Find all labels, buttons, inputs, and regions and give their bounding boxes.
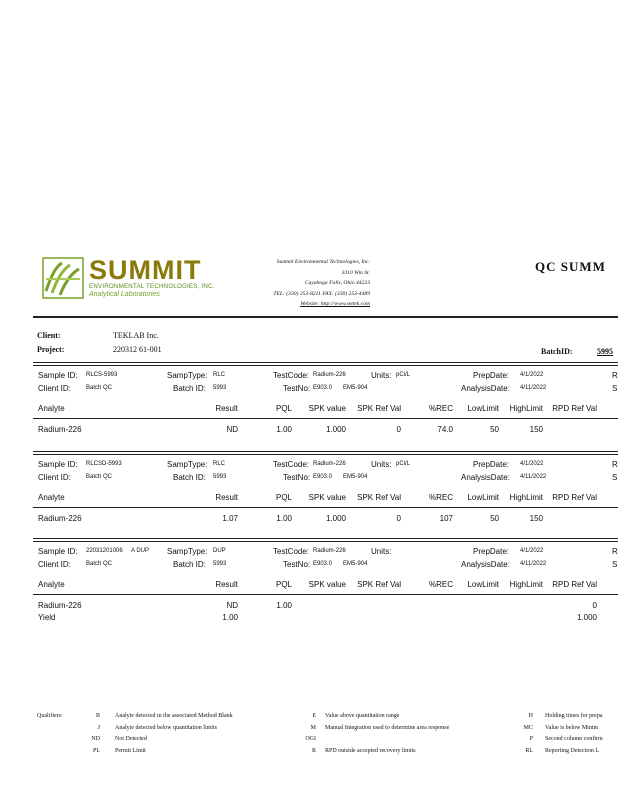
block-top-rule-2 — [33, 541, 618, 542]
qualifier-description: Analyte detected in the associated Method Blank — [115, 713, 233, 719]
header-rule — [33, 316, 618, 318]
qualifier-code: J — [97, 724, 100, 731]
qualifier-description: Value is below Minim — [545, 724, 599, 731]
cell-low: 50 — [490, 425, 499, 434]
logo-wordmark: SUMMIT — [89, 255, 202, 285]
qualifier-description: Value above quantitation range — [325, 713, 400, 719]
qualifier-code: M — [310, 724, 316, 731]
cell-high: 150 — [529, 425, 543, 434]
block-top-rule-2 — [33, 454, 618, 455]
cell-pql: 1.00 — [276, 601, 292, 610]
batch-value: 5995 — [597, 347, 613, 356]
cell-result: 1.00 — [222, 613, 238, 622]
client-value: TEKLAB Inc. — [113, 331, 159, 340]
test-code-value: Radium-226 — [313, 548, 346, 554]
analysis-date-label: AnalysisDate: — [461, 384, 510, 393]
address-line: Website: http://www.settek.com — [300, 301, 370, 308]
batch-id-label: Batch ID: — [173, 384, 206, 393]
client-id-value: Batch QC — [86, 561, 113, 567]
cell-spk_ref: 0 — [396, 425, 401, 434]
block-top-rule — [33, 538, 618, 539]
client-label: Client: — [37, 331, 61, 340]
spk-value-header: SPK value — [308, 493, 346, 502]
result-header: Result — [215, 493, 238, 502]
company-address — [225, 257, 370, 310]
logo-tagline: Analytical Laboratories — [89, 291, 160, 298]
logo-emblem-icon — [42, 257, 84, 299]
right-edge-a: R — [612, 547, 618, 556]
test-no-label: TestNo: — [283, 560, 311, 569]
right-edge-a: R — [612, 460, 618, 469]
block-top-rule — [33, 362, 618, 363]
spk-value-header: SPK value — [308, 404, 346, 413]
cell-low: 50 — [490, 514, 499, 523]
analyte-header: Analyte — [38, 493, 65, 502]
test-code-value: Radium-226 — [313, 372, 346, 378]
spk-ref-header: SPK Ref Val — [357, 580, 401, 589]
qualifier-code: ND — [91, 736, 100, 742]
qualifier-description: Holding times for prepa — [545, 713, 603, 719]
right-edge-a: R — [612, 371, 618, 380]
analyte-header: Analyte — [38, 580, 65, 589]
cell-analyte: Radium-226 — [38, 514, 82, 523]
cell-spk_ref: 0 — [396, 514, 401, 523]
cell-spk_value: 1.000 — [325, 425, 346, 434]
sample-id-value: RLCSD-5993 — [86, 461, 122, 467]
cell-analyte: Yield — [38, 613, 56, 622]
header-under-rule — [33, 507, 618, 508]
prep-date-value: 4/1/2022 — [520, 548, 544, 554]
units-label: Units: — [371, 460, 392, 469]
samp-type-value: RLC — [213, 461, 226, 467]
test-no-label: TestNo: — [283, 473, 311, 482]
low-limit-header: LowLimit — [467, 404, 499, 413]
pql-header: PQL — [275, 404, 292, 413]
company-logo — [42, 255, 232, 303]
right-edge-b: S — [612, 473, 618, 482]
client-id-value: Batch QC — [86, 474, 113, 480]
right-edge-b: S — [612, 384, 618, 393]
samp-type-label: SampType: — [167, 547, 208, 556]
spk-ref-header: SPK Ref Val — [357, 493, 401, 502]
qualifiers-title: Qualifiers: — [37, 713, 63, 719]
qualifier-code: B — [95, 713, 100, 719]
address-line: Summit Environmental Technologies, Inc. — [276, 259, 370, 265]
sample-id-label: Sample ID: — [38, 371, 78, 380]
batch-id-value: 5993 — [213, 474, 227, 480]
cell-spk_value: 1.000 — [325, 514, 346, 523]
batch-id-value: 5993 — [213, 561, 227, 567]
qualifier-description: Not Detected — [115, 736, 147, 742]
prep-date-label: PrepDate: — [473, 371, 510, 380]
high-limit-header: HighLimit — [509, 404, 543, 413]
test-code-label: TestCode: — [273, 460, 310, 469]
cell-rpd_ref: 1.000 — [576, 613, 597, 622]
sample-id-label: Sample ID: — [38, 547, 78, 556]
qualifier-code: R — [311, 747, 316, 754]
rpd-ref-header: RPD Ref Val — [552, 580, 597, 589]
qualifier-description: RPD outside accepted recovery limits — [325, 747, 416, 754]
qualifier-description: Second column confirm — [545, 736, 603, 742]
analyte-header: Analyte — [38, 404, 65, 413]
qualifier-code: E — [312, 713, 316, 719]
qualifier-description: Reporting Detection L — [545, 747, 599, 754]
cell-analyte: Radium-226 — [38, 425, 82, 434]
prep-date-label: PrepDate: — [473, 460, 510, 469]
qualifier-description: Analyte detected below quantitation limits — [115, 724, 217, 731]
batch-id-label: Batch ID: — [173, 473, 206, 482]
sample-id-label: Sample ID: — [38, 460, 78, 469]
qualifier-code: MC — [523, 724, 533, 731]
units-value: pCi/L — [396, 461, 411, 467]
rpd-ref-header: RPD Ref Val — [552, 404, 597, 413]
sample-id-value: 22031201006 — [86, 548, 123, 554]
qualifier-description: Manual Integration used to determine area response — [325, 724, 450, 731]
sample-id-extra: A DUP — [131, 548, 150, 554]
batch-label: BatchID: — [541, 347, 573, 356]
test-no-value: E903.0 — [313, 385, 333, 391]
qualifier-code: PL — [92, 747, 100, 754]
project-label: Project: — [37, 345, 65, 354]
project-value: 220312 61-001 — [113, 345, 162, 354]
analysis-date-value: 4/11/2022 — [520, 385, 547, 391]
high-limit-header: HighLimit — [509, 580, 543, 589]
qualifier-code: P — [529, 736, 533, 742]
units-label: Units: — [371, 547, 392, 556]
cell-rpd_ref: 0 — [592, 601, 597, 610]
cell-pql: 1.00 — [276, 514, 292, 523]
result-header: Result — [215, 404, 238, 413]
analysis-date-value: 4/11/2022 — [520, 474, 547, 480]
rpd-ref-header: RPD Ref Val — [552, 493, 597, 502]
rec-header: %REC — [428, 404, 453, 413]
block-top-rule — [33, 451, 618, 452]
client-id-label: Client ID: — [38, 473, 71, 482]
analysis-date-label: AnalysisDate: — [461, 560, 510, 569]
cell-pql: 1.00 — [276, 425, 292, 434]
address-line: Cuyahoga Falls, Ohio 44223 — [304, 280, 370, 287]
result-header: Result — [215, 580, 238, 589]
logo-subtitle: ENVIRONMENTAL TECHNOLOGIES, INC. — [89, 283, 215, 290]
samp-type-label: SampType: — [167, 371, 208, 380]
analysis-date-value: 4/11/2022 — [520, 561, 547, 567]
qualifier-description: Permit Limit — [115, 747, 146, 754]
block-top-rule-2 — [33, 365, 618, 366]
qualifier-code: OGI — [305, 736, 316, 742]
report-title: QC SUMM — [535, 259, 606, 274]
cell-rec: 74.0 — [437, 425, 453, 434]
units-label: Units: — [371, 371, 392, 380]
cell-result: ND — [226, 601, 238, 610]
cell-analyte: Radium-226 — [38, 601, 82, 610]
test-code-label: TestCode: — [273, 547, 310, 556]
samp-type-value: RLC — [213, 372, 226, 378]
units-value: pCi/L — [396, 372, 411, 378]
test-no-value: E903.0 — [313, 474, 333, 480]
test-no-label: TestNo: — [283, 384, 311, 393]
spk-value-header: SPK value — [308, 580, 346, 589]
client-id-value: Batch QC — [86, 385, 113, 391]
rec-header: %REC — [428, 580, 453, 589]
test-no-value-2: EM5-904 — [343, 385, 368, 391]
low-limit-header: LowLimit — [467, 580, 499, 589]
analysis-date-label: AnalysisDate: — [461, 473, 510, 482]
cell-rec: 107 — [439, 514, 453, 523]
address-line: 3310 Win St. — [341, 269, 370, 276]
test-no-value-2: EM5-904 — [343, 561, 368, 567]
prep-date-label: PrepDate: — [473, 547, 510, 556]
pql-header: PQL — [275, 580, 292, 589]
client-id-label: Client ID: — [38, 384, 71, 393]
test-code-label: TestCode: — [273, 371, 310, 380]
cell-result: ND — [226, 425, 238, 434]
test-no-value-2: EM5-904 — [343, 474, 368, 480]
batch-id-value: 5993 — [213, 385, 227, 391]
test-no-value: E903.0 — [313, 561, 333, 567]
spk-ref-header: SPK Ref Val — [357, 404, 401, 413]
prep-date-value: 4/1/2022 — [520, 372, 544, 378]
right-edge-b: S — [612, 560, 618, 569]
low-limit-header: LowLimit — [467, 493, 499, 502]
test-code-value: Radium-226 — [313, 461, 346, 467]
pql-header: PQL — [275, 493, 292, 502]
address-line: TEL: (330) 253-8211 FAX: (330) 253-4489 — [273, 290, 370, 297]
qualifier-code: H — [528, 713, 533, 719]
prep-date-value: 4/1/2022 — [520, 461, 544, 467]
cell-high: 150 — [529, 514, 543, 523]
high-limit-header: HighLimit — [509, 493, 543, 502]
header-under-rule — [33, 594, 618, 595]
header-under-rule — [33, 418, 618, 419]
samp-type-value: DUP — [213, 548, 226, 554]
rec-header: %REC — [428, 493, 453, 502]
samp-type-label: SampType: — [167, 460, 208, 469]
cell-result: 1.07 — [222, 514, 238, 523]
batch-id-label: Batch ID: — [173, 560, 206, 569]
qualifier-code: RL — [525, 747, 533, 754]
sample-id-value: RLCS-5993 — [86, 372, 118, 378]
client-id-label: Client ID: — [38, 560, 71, 569]
